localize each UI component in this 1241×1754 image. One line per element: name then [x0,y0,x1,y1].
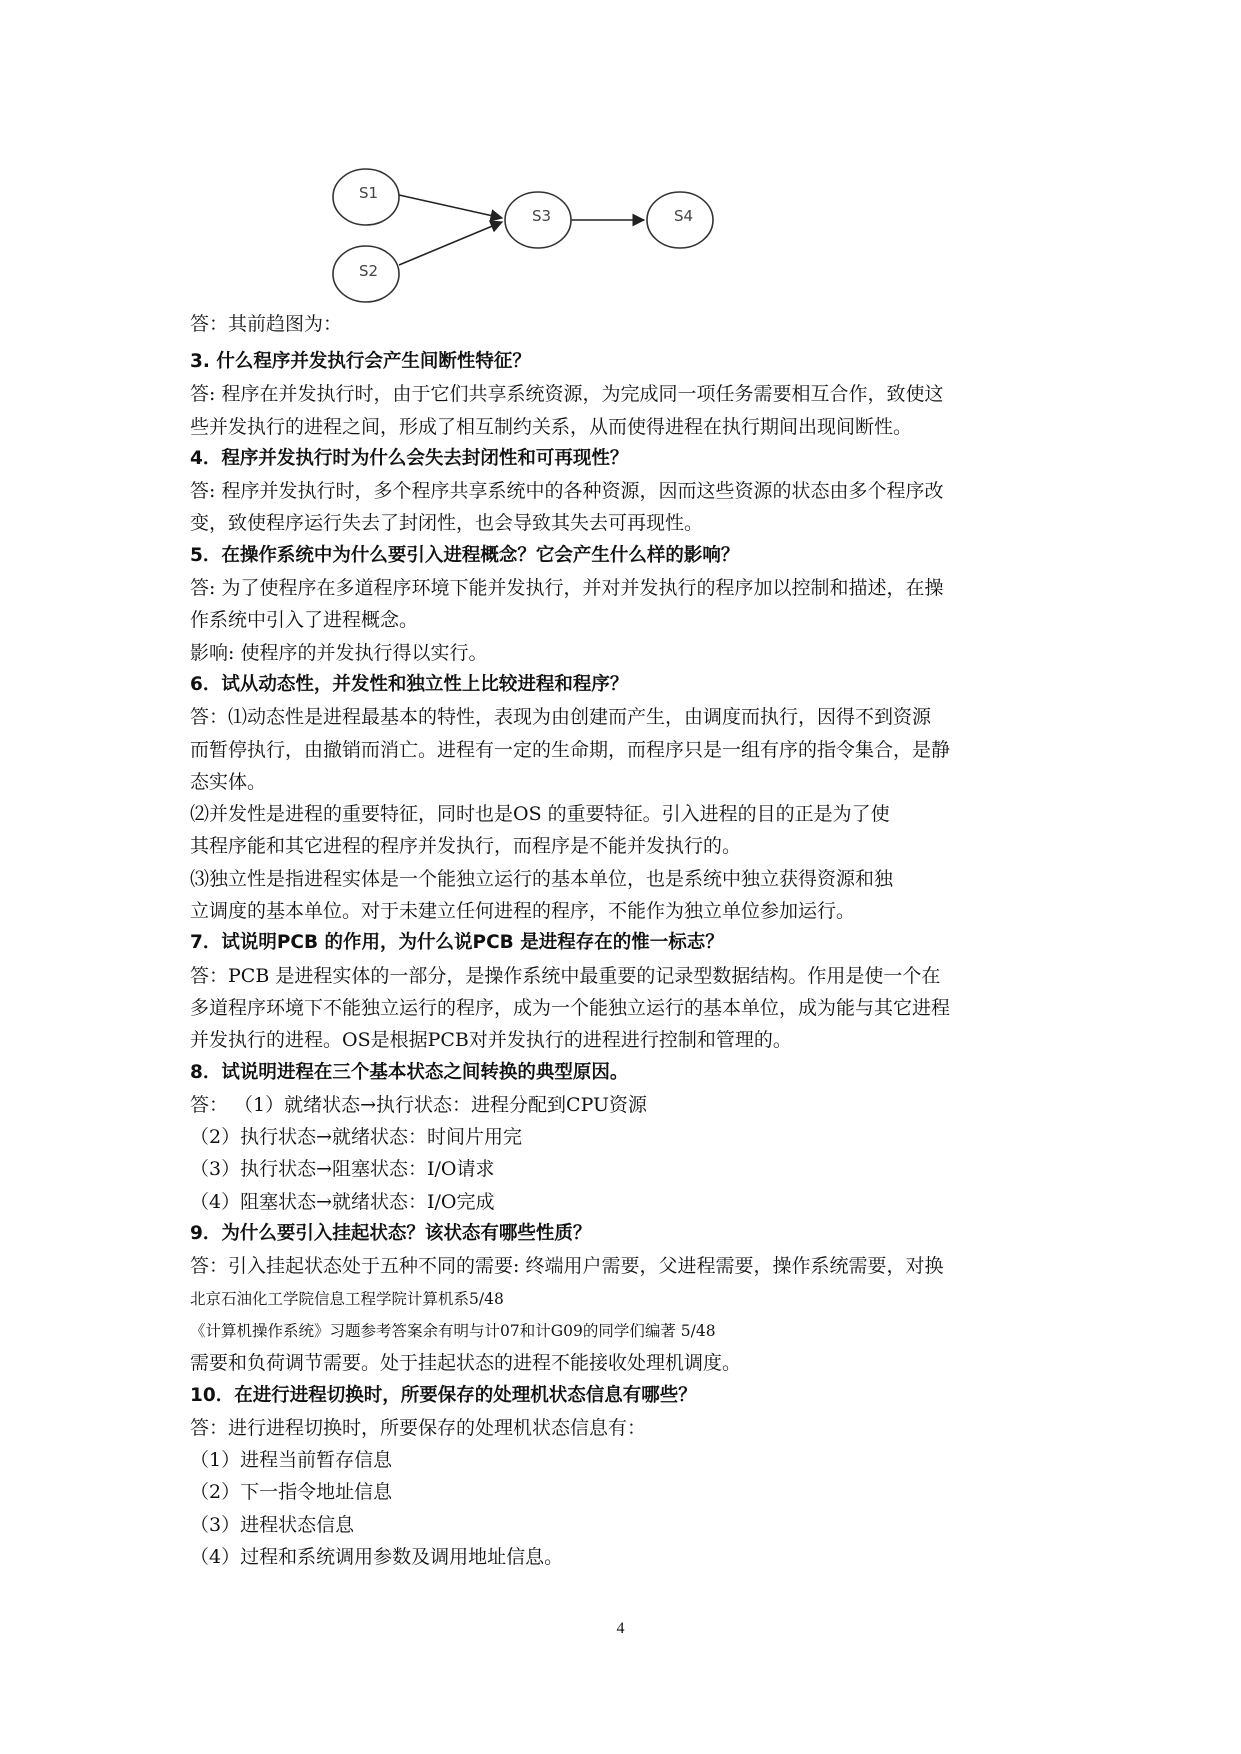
question-heading: 5．在操作系统中为什么要引入进程概念？它会产生什么样的影响？ [190,544,740,566]
answer-line: 答：引入挂起状态处于五种不同的需要: 终端用户需要，父进程需要，操作系统需要，对换 [190,1255,944,1278]
node-s1-label: S1 [359,184,379,202]
edge-s2-s3 [399,222,502,265]
answer-line: ⑵并发性是进程的重要特征，同时也是OS 的重要特征。引入进程的目的正是为了使 [190,803,890,826]
answer-line: 影响: 使程序的并发执行得以实行。 [190,641,488,664]
answer-line: 变，致使程序运行失去了封闭性，也会导致其失去可再现性。 [190,512,704,535]
answer-line: 需要和负荷调节需要。处于挂起状态的进程不能接收处理机调度。 [190,1352,742,1375]
answer-line: 答: 为了使程序在多道程序环境下能并发执行，并对并发执行的程序加以控制和描述，在操 [190,577,944,600]
question-heading: 6．试从动态性，并发性和独立性上比较进程和程序？ [190,673,629,695]
question-heading: 7．试说明PCB 的作用，为什么说PCB 是进程存在的惟一标志？ [190,932,724,954]
answer-line: 答: 程序在并发执行时，由于它们共享系统资源，为完成同一项任务需要相互合作，致使这 [190,383,944,406]
answer-line: （4）过程和系统调用参数及调用地址信息。 [190,1545,564,1568]
answer-line: （1）进程当前暂存信息 [190,1449,393,1472]
answer-line: 态实体。 [190,770,267,793]
answer-line: （3）执行状态→阻塞状态：I/O请求 [190,1158,495,1181]
answer-line: 并发执行的进程。OS是根据PCB对并发执行的进程进行控制和管理的。 [190,1029,792,1052]
precedence-graph [366,162,786,312]
question-heading: 4．程序并发执行时为什么会失去封闭性和可再现性？ [190,447,629,469]
question-heading: 3. 什么程序并发执行会产生间断性特征？ [190,351,531,372]
answer-line: 答： （1）就绪状态→执行状态：进程分配到CPU资源 [190,1093,648,1116]
answer-line: （4）阻塞状态→就绪状态：I/O完成 [190,1190,495,1213]
answer-line: （3）进程状态信息 [190,1513,355,1536]
question-heading: 10．在进行进程切换时，所要保存的处理机状态信息有哪些？ [190,1384,697,1406]
answer-line: （2）下一指令地址信息 [190,1481,393,1504]
question-heading: 8．试说明进程在三个基本状态之间转换的典型原因。 [190,1061,629,1083]
answer-line: （2）执行状态→就绪状态：时间片用完 [190,1126,523,1149]
answer-line: 答：PCB 是进程实体的一部分，是操作系统中最重要的记录型数据结构。作用是使一个在 [190,964,941,987]
node-s3-label: S3 [532,207,552,225]
answer-line: 答：⑴动态性是进程最基本的特性，表现为由创建而产生，由调度而执行，因得不到资源 [190,706,932,729]
answer-line: 答: 程序并发执行时，多个程序共享系统中的各种资源，因而这些资源的状态由多个程序改 [190,480,944,503]
diagram-caption: 答：其前趋图为： [190,313,343,335]
answer-line: 答：进行进程切换时，所要保存的处理机状态信息有： [190,1416,647,1439]
answer-line: 些并发执行的进程之间，形成了相互制约关系，从而使得进程在执行期间出现间断性。 [190,415,913,438]
footer-note: 《计算机操作系统》习题参考答案余有明与计07和计G09的同学们编著 5/48 [190,1321,716,1340]
answer-line: ⑶独立性是指进程实体是一个能独立运行的基本单位，也是系统中独立获得资源和独 [190,867,894,890]
answer-line: 多道程序环境下不能独立运行的程序，成为一个能独立运行的基本单位，成为能与其它进程 [190,996,951,1019]
footer-note: 北京石油化工学院信息工程学院计算机系5/48 [190,1289,504,1308]
page-number: 4 [616,1620,625,1637]
node-s2-label: S2 [359,262,379,280]
question-heading: 9．为什么要引入挂起状态？该状态有哪些性质？ [190,1223,592,1245]
node-s4-label: S4 [674,207,694,225]
answer-line: 其程序能和其它进程的程序并发执行，而程序是不能并发执行的。 [190,835,742,858]
edge-s1-s3 [399,195,502,218]
answer-line: 立调度的基本单位。对于未建立任何进程的程序，不能作为独立单位参加运行。 [190,900,856,923]
answer-line: 作系统中引入了进程概念。 [190,609,419,632]
document-body [190,346,1060,1573]
answer-line: 而暂停执行，由撤销而消亡。进程有一定的生命期，而程序只是一组有序的指令集合，是静 [190,738,951,761]
